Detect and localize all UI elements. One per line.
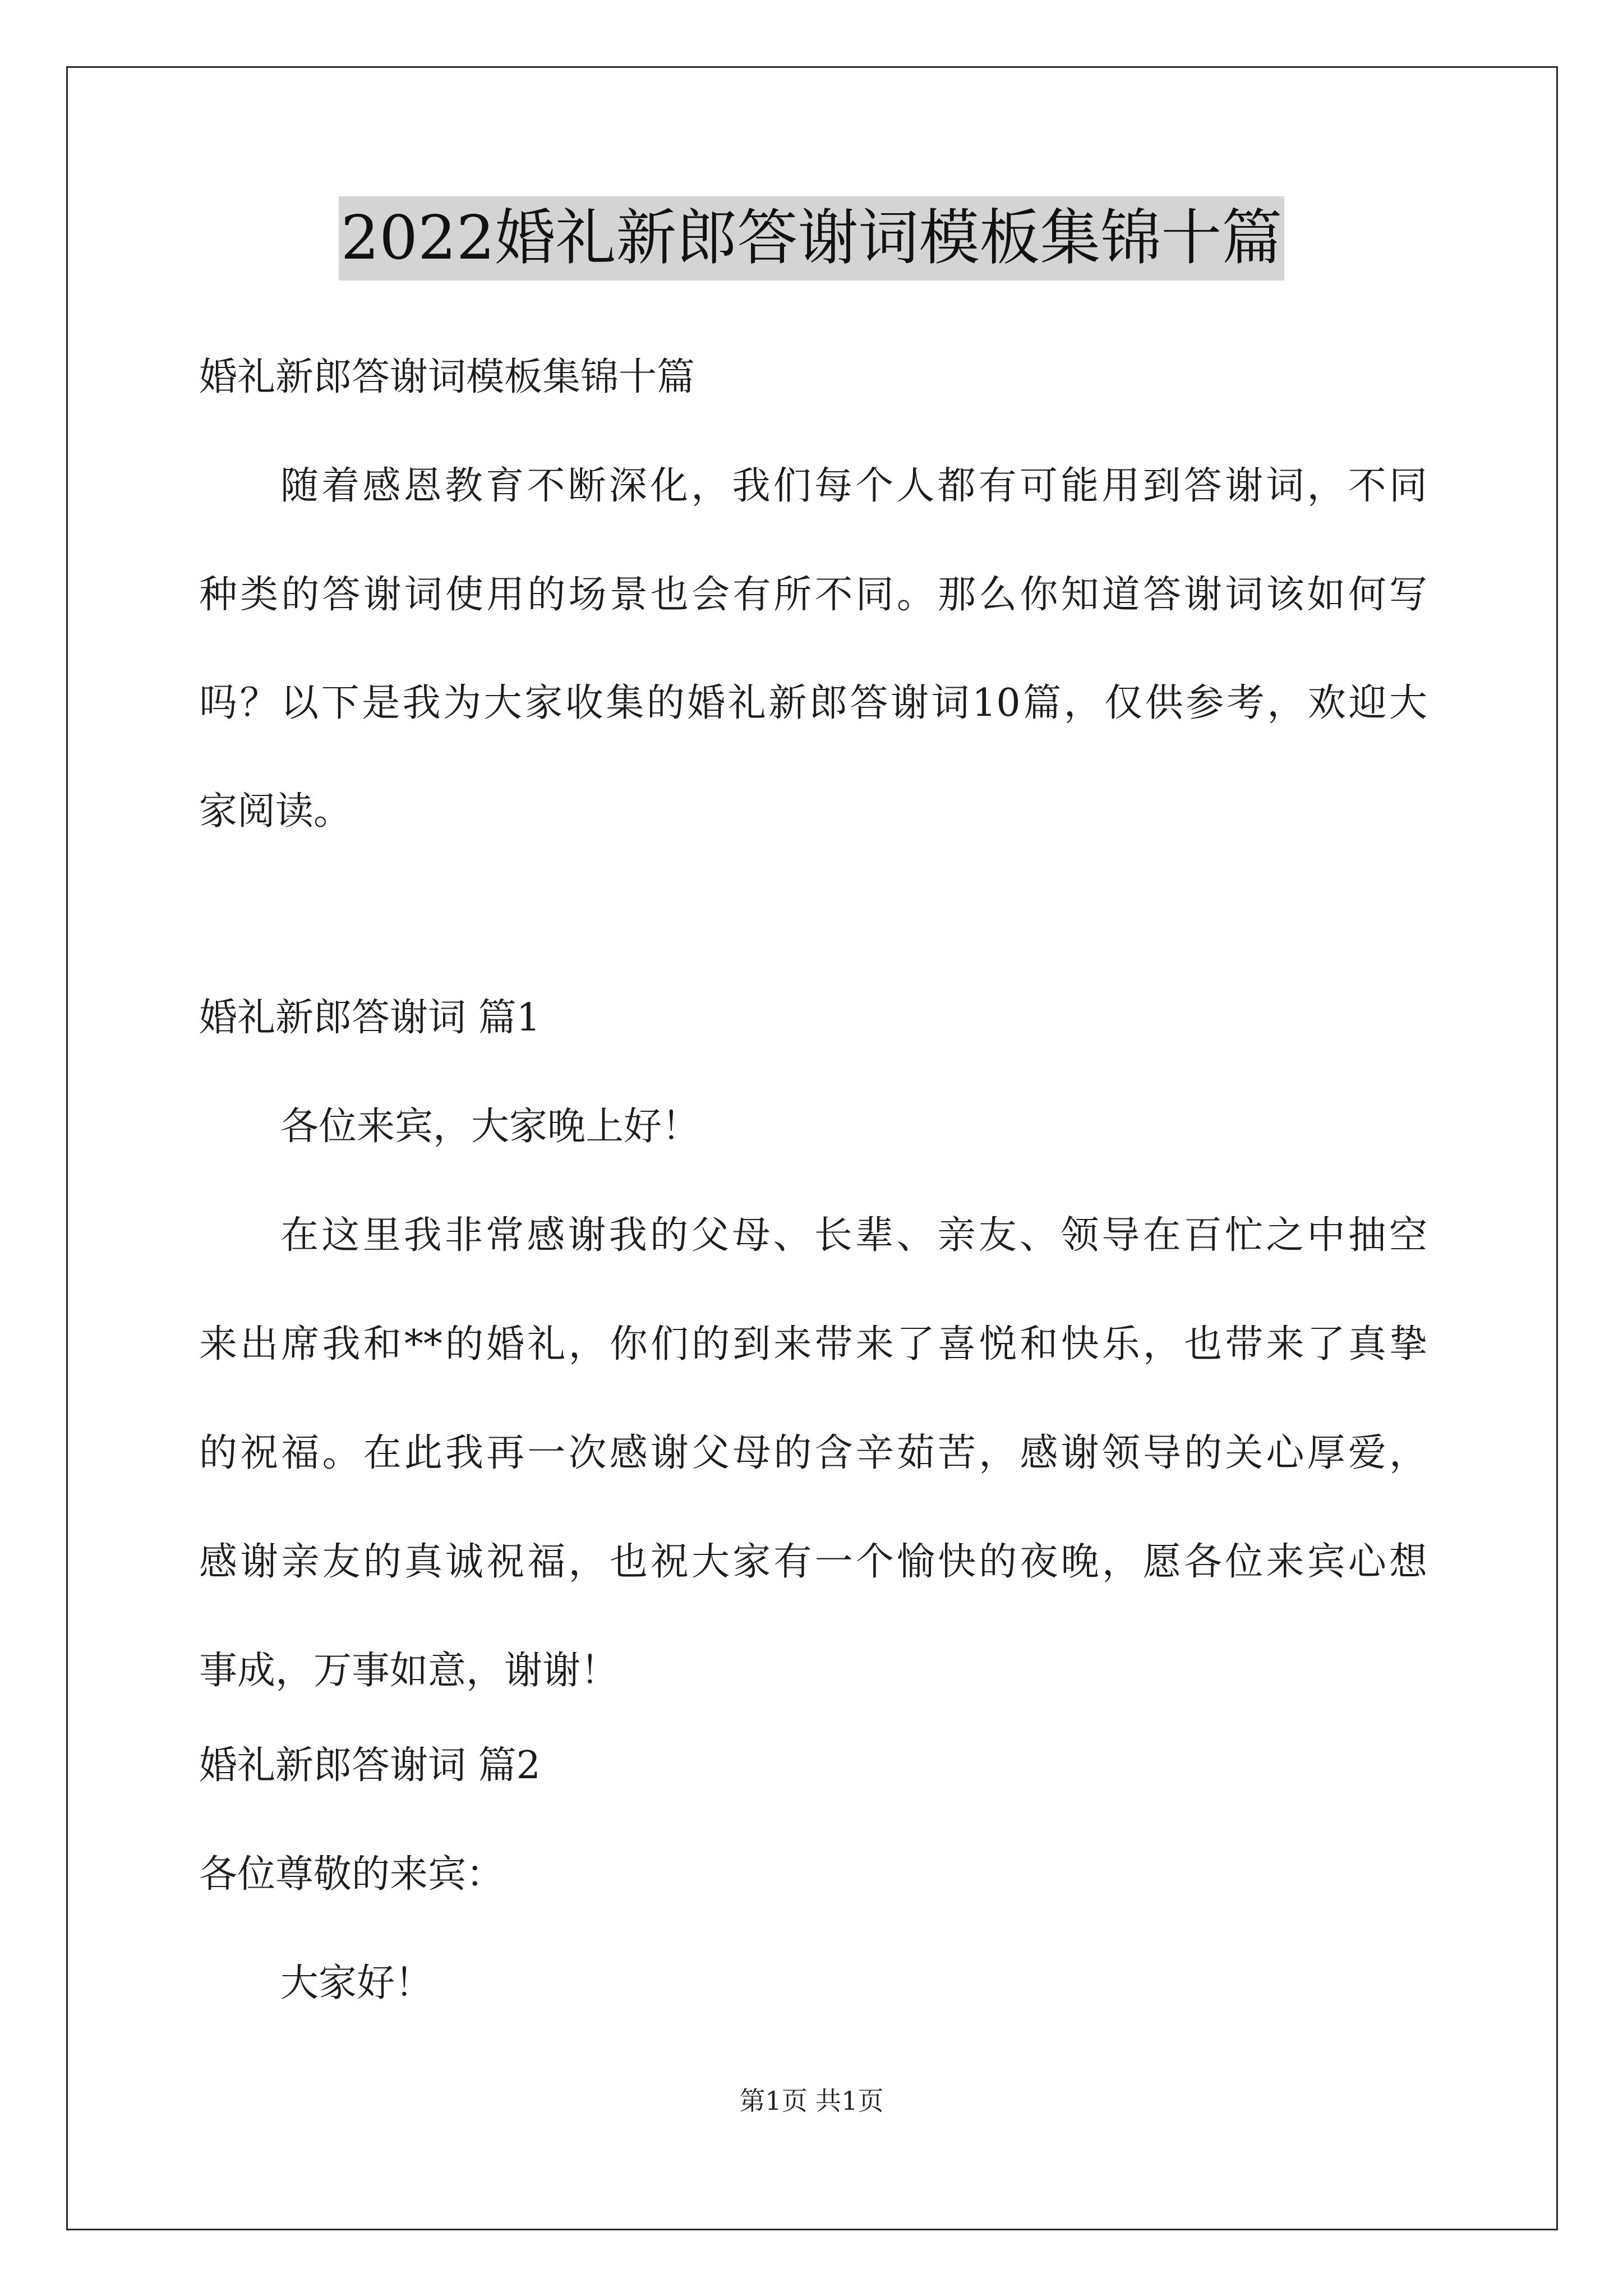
intro-line-1: 随着感恩教育不断深化，我们每个人都有可能用到答谢词，不同 bbox=[280, 464, 1427, 508]
section-1-line-4: 感谢亲友的真诚祝福，也祝大家有一个愉快的夜晚，愿各位来宾心想 bbox=[199, 1540, 1427, 1584]
section-1-line-1: 在这里我非常感谢我的父母、长辈、亲友、领导在百忙之中抽空 bbox=[280, 1213, 1427, 1258]
document-title: 2022婚礼新郎答谢词模板集锦十篇 bbox=[339, 196, 1285, 280]
section-2-greeting: 大家好！ bbox=[280, 1961, 434, 2005]
page-footer: 第1页 共1页 bbox=[739, 2086, 884, 2116]
section-2-salutation: 各位尊敬的来宾： bbox=[199, 1852, 505, 1897]
section-1-line-3: 的祝福。在此我再一次感谢父母的含辛茹苦，感谢领导的关心厚爱， bbox=[199, 1431, 1427, 1475]
document-subtitle: 婚礼新郎答谢词模板集锦十篇 bbox=[199, 355, 695, 399]
title-container bbox=[0, 196, 1623, 280]
section-1-line-5: 事成，万事如意，谢谢！ bbox=[199, 1649, 619, 1693]
section-1-greeting: 各位来宾，大家晚上好！ bbox=[280, 1105, 700, 1149]
intro-line-3: 吗？以下是我为大家收集的婚礼新郎答谢词10篇，仅供参考，欢迎大 bbox=[199, 681, 1427, 725]
section-1-line-2: 来出席我和**的婚礼，你们的到来带来了喜悦和快乐，也带来了真挚 bbox=[199, 1322, 1427, 1366]
section-2-heading: 婚礼新郎答谢词 篇2 bbox=[199, 1743, 541, 1788]
intro-line-2: 种类的答谢词使用的场景也会有所不同。那么你知道答谢词该如何写 bbox=[199, 573, 1427, 617]
intro-line-4: 家阅读。 bbox=[199, 789, 352, 834]
section-1-heading: 婚礼新郎答谢词 篇1 bbox=[199, 996, 541, 1040]
